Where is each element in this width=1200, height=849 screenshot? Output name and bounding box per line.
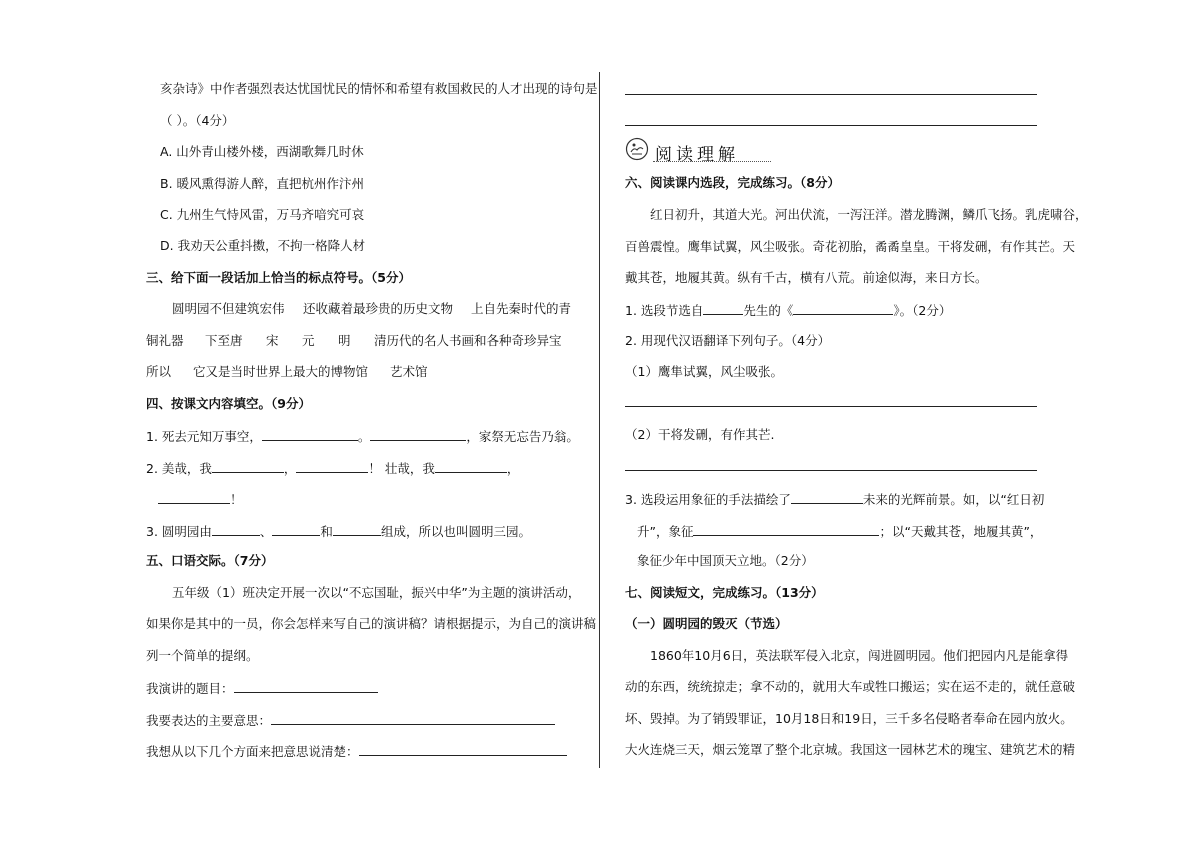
fill-q2-text-e: ！: [230, 492, 243, 507]
oral-paragraph-3: 列一个简单的提纲。: [146, 648, 259, 663]
reading-q3-text-c: 升”，象征: [637, 524, 694, 539]
passage2-line-4: 大火连烧三天，烟云笼罩了整个北京城。我国这一园林艺术的瑰宝、建筑艺术的精: [625, 742, 1076, 757]
fill-q2-blank-2[interactable]: [296, 459, 368, 473]
reading-q2-1-answer-line[interactable]: [625, 406, 1037, 407]
column-divider: [599, 72, 600, 768]
punct-text-3a: 所以: [146, 364, 172, 379]
option-c: C. 九州生气恃风雷，万马齐喑究可哀: [160, 207, 365, 222]
passage2-line-2: 动的东西，统统掠走；拿不动的，就用大车或牲口搬运；实在运不走的，就任意破: [625, 679, 1076, 694]
passage-subtitle: （一）圆明园的毁灭（节选）: [625, 616, 788, 631]
fill-q2-text-b: ，: [283, 461, 297, 476]
fill-q2-text-c: ！ 壮哉，我: [368, 461, 435, 476]
speech-title-label: 我演讲的题目：: [146, 681, 234, 696]
reading-q2: 2. 用现代汉语翻译下列句子。（4分）: [625, 333, 831, 348]
reading-q2-2-answer-line[interactable]: [625, 470, 1037, 471]
fill-q2-blank-3[interactable]: [435, 459, 507, 473]
reading-q1-text-c: 》。（2分）: [893, 303, 952, 318]
reading-heading-text: 阅读理解: [655, 145, 739, 165]
oral-paragraph-1: 五年级（1）班决定开展一次以“不忘国耻，振兴中华”为主题的演讲活动，: [172, 585, 581, 600]
punct-text-2a: 铜礼器: [146, 333, 184, 348]
punct-text-2d: 元: [302, 333, 315, 348]
heading-underline: [653, 161, 771, 162]
punct-text-1a: 圆明园不但建筑宏伟: [172, 301, 285, 316]
reading-q3: [625, 490, 1044, 508]
reading-q3-blank-1[interactable]: [791, 490, 863, 504]
fill-q3-text-b: 、: [259, 524, 273, 539]
poem-question-paren: （ ）。（4分）: [160, 113, 235, 128]
speech-title-field: [146, 679, 378, 697]
reading-q3-text-a: 3. 选段运用象征的手法描绘了: [625, 492, 791, 507]
speech-aspects-label: 我想从以下几个方面来把意思说清楚：: [146, 744, 359, 759]
fill-q1-text-c: ，家祭无忘告乃翁。: [466, 429, 579, 444]
fill-q3-text-a: 3. 圆明园由: [146, 524, 212, 539]
fill-q1-text-b: 。: [357, 429, 371, 444]
fill-q1-blank-2[interactable]: [370, 427, 466, 441]
reading-icon: [625, 137, 649, 161]
fill-q1-text-a: 1. 死去元知万事空，: [146, 429, 262, 444]
answer-line-top-2[interactable]: [625, 125, 1037, 126]
option-b: B. 暖风熏得游人醉，直把杭州作汴州: [160, 176, 365, 191]
section-5-title: 五、口语交际。（7分）: [146, 553, 274, 568]
passage2-line-3: 坏、毁掉。为了销毁罪证，10月18日和19日，三千多名侵略者奉命在园内放火。: [625, 711, 1073, 726]
answer-line-top-1[interactable]: [625, 94, 1037, 95]
passage2-line-1: 1860年10月6日，英法联军侵入北京，闯进圆明园。他们把园内凡是能拿得: [650, 648, 1069, 663]
speech-aspects-field: [146, 742, 567, 760]
punct-text-1b: 还收藏着最珍贵的历史文物: [303, 301, 454, 316]
reading-q1-text-b: 先生的《: [743, 303, 794, 318]
passage-line-1: 红日初升，其道大光。河出伏流，一泻汪洋。潜龙腾渊，鳞爪飞扬。乳虎啸谷，: [650, 207, 1088, 222]
fill-q2-text-a: 2. 美哉，我: [146, 461, 212, 476]
fill-q2-text-d: ，: [506, 461, 520, 476]
punct-text-2f: 清历代的名人书画和各种奇珍异宝: [374, 333, 562, 348]
reading-q1-blank-1[interactable]: [703, 301, 743, 315]
reading-q1: [625, 301, 951, 319]
reading-q1-blank-2[interactable]: [793, 301, 893, 315]
speech-main-idea-blank[interactable]: [271, 711, 555, 725]
fill-q2-cont: [158, 490, 243, 508]
fill-q2: [146, 459, 519, 477]
reading-q3-text-b: 未来的光辉前景。如，以“红日初: [862, 492, 1045, 507]
punct-text-3b: 它又是当时世界上最大的博物馆: [193, 364, 369, 379]
fill-q3-text-c: 和: [320, 524, 333, 539]
speech-main-idea-label: 我要表达的主要意思：: [146, 713, 272, 728]
reading-q3-text-d: ；以“天戴其苍，地履其黄”，: [879, 524, 1043, 539]
option-d: D. 我劝天公重抖擞，不拘一格降人材: [160, 238, 366, 253]
fill-q3-blank-1[interactable]: [212, 522, 260, 536]
punct-text-1c: 上自先秦时代的青: [471, 301, 572, 316]
section-3-title: 三、给下面一段话加上恰当的标点符号。（5分）: [146, 270, 411, 285]
poem-question-text: 亥杂诗》中作者强烈表达忧国忧民的情怀和希望有救国救民的人才出现的诗句是: [160, 81, 598, 96]
speech-main-idea-field: [146, 711, 555, 729]
fill-q2-blank-1[interactable]: [212, 459, 284, 473]
punct-text-2e: 明: [338, 333, 351, 348]
punct-text-2b: 下至唐: [205, 333, 243, 348]
reading-q2-1: （1）鹰隼试翼，风尘吸张。: [625, 364, 783, 379]
reading-q1-text-a: 1. 选段节选自: [625, 303, 704, 318]
reading-q3-cont: [637, 522, 1042, 540]
oral-paragraph-2: 如果你是其中的一员，你会怎样来写自己的演讲稿？请根据提示，为自己的演讲稿: [146, 616, 597, 631]
fill-q1: [146, 427, 579, 445]
fill-q3-text-d: 组成，所以也叫圆明三园。: [380, 524, 531, 539]
section-6-title: 六、阅读课内选段，完成练习。（8分）: [625, 175, 840, 190]
fill-q3: [146, 522, 531, 540]
speech-title-blank[interactable]: [234, 679, 378, 693]
reading-q3-end: 象征少年中国顶天立地。（2分）: [637, 553, 814, 568]
fill-q2-blank-4[interactable]: [158, 490, 230, 504]
option-a: A. 山外青山楼外楼，西湖歌舞几时休: [160, 144, 364, 159]
section-4-title: 四、按课文内容填空。（9分）: [146, 396, 311, 411]
reading-q3-blank-2[interactable]: [693, 522, 879, 536]
passage-line-2: 百兽震惶。鹰隼试翼，风尘吸张。奇花初胎，矞矞皇皇。干将发硎，有作其芒。天: [625, 239, 1076, 254]
fill-q3-blank-2[interactable]: [272, 522, 320, 536]
punct-text-2c: 宋: [266, 333, 279, 348]
fill-q3-blank-3[interactable]: [333, 522, 381, 536]
speech-aspects-blank[interactable]: [359, 742, 567, 756]
punct-text-3c: 艺术馆: [390, 364, 428, 379]
fill-q1-blank-1[interactable]: [262, 427, 358, 441]
passage-line-3: 戴其苍，地履其黄。纵有千古，横有八荒。前途似海，来日方长。: [625, 270, 988, 285]
section-7-title: 七、阅读短文，完成练习。（13分）: [625, 585, 824, 600]
reading-q2-2: （2）干将发硎，有作其芒.: [625, 427, 775, 442]
